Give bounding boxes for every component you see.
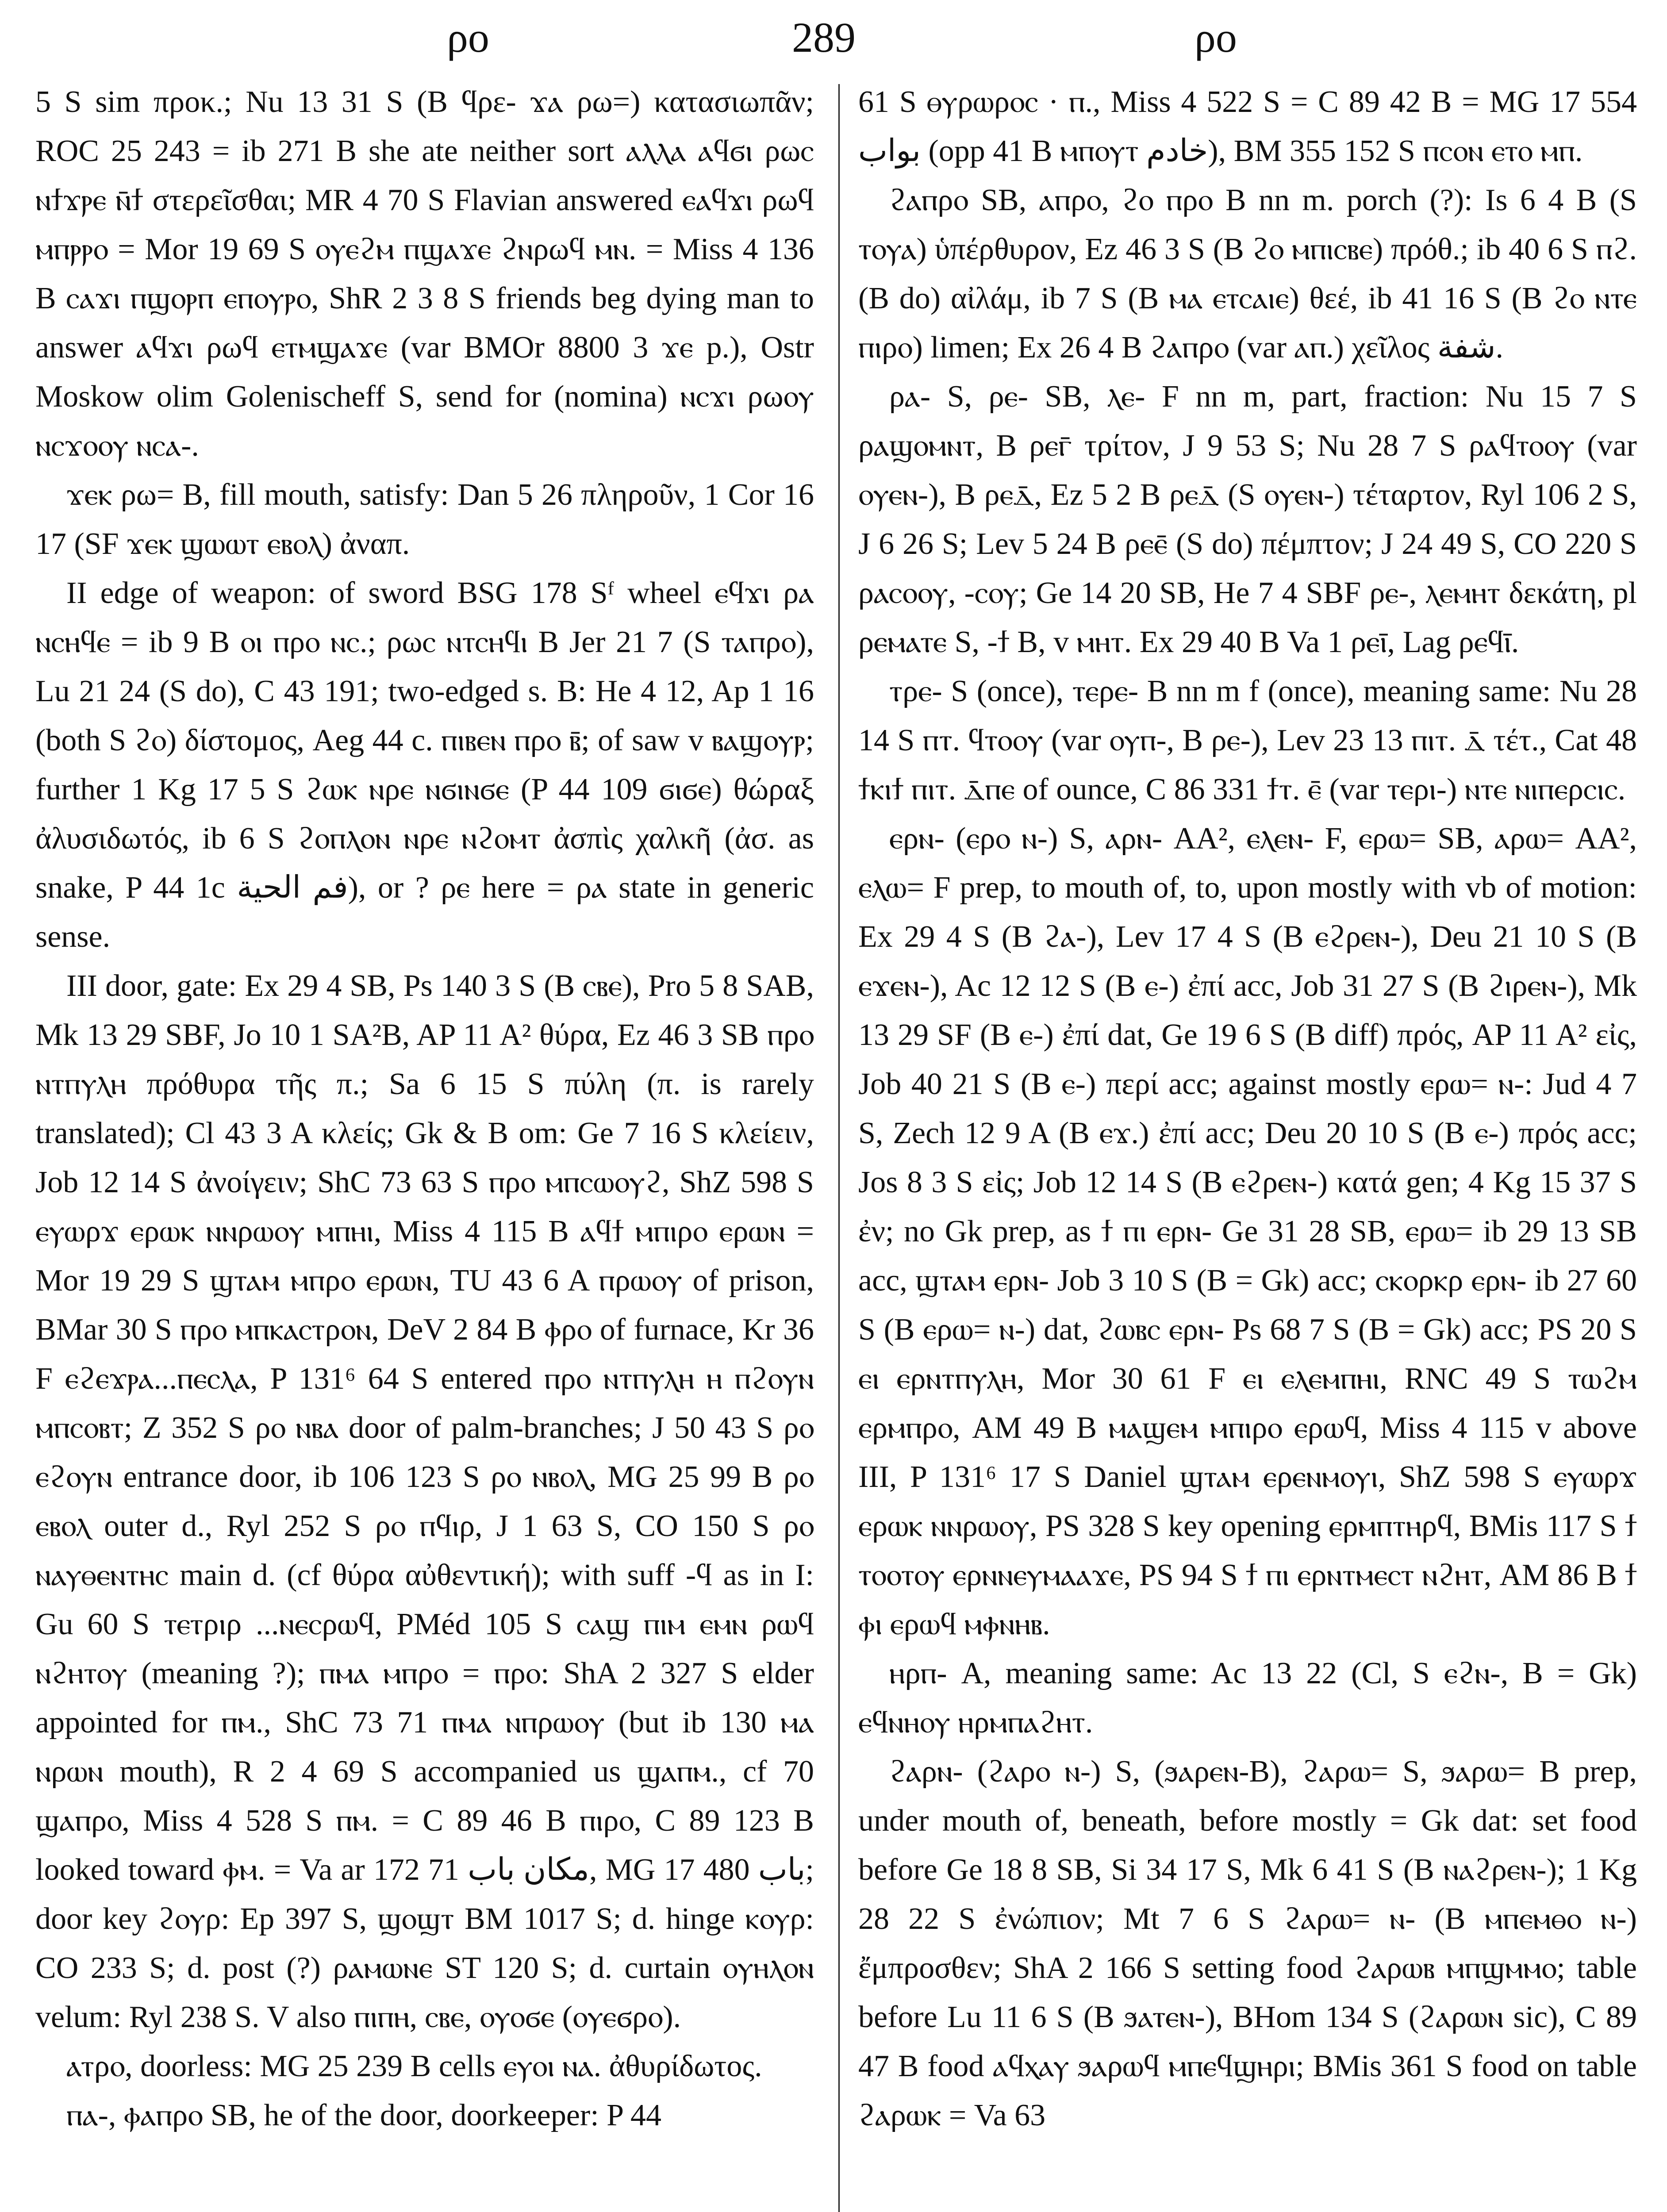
right-column [858, 77, 1637, 2140]
entry-paragraph: 61 S ⲑⲩρⲱρⲟⲥ · ⲡ., Miss 4 522 S = C 89 42 B = MG 17 554 بواب (opp 41 B ⲙⲡⲟⲩⲧ خادم), BM 355 152 S ⲡⲥⲟⲛ ⲉⲧⲟ ⲙⲡ. [858, 85, 1637, 168]
entry-paragraph: 5 S sim προκ.; Nu 13 31 S (B ϥρε- ϫⲁ ρω=) κατασιωπᾶν; ROC 25 243 = ib 271 B she ate neither sort ⲁⲗⲗⲁ ⲁϥϭⲓ ρωⲥ ⲛϯϫⲣⲉ ⲛ̄ϯ στερεῖσθαι; MR 4 70 S Flavian answered ⲉⲁϥϫⲓ ρωϥ ⲙⲡⲣⲣⲟ = Mor 19 69 S ⲟⲩⲉϩⲙ ⲡϣⲁϫⲉ ϩⲛρωϥ ⲙⲛ. = Miss 4 136 B ⲥⲁϫⲓ ⲡϣⲟⲣⲡ ⲉⲡⲟⲩⲣⲟ, ShR 2 3 8 S friends beg dying man to answer ⲁϥϫⲓ ρωϥ ⲉⲧⲙϣⲁϫⲉ (var BMOr 8800 3 ϫⲉ p.), Ostr Moskow olim Golenischeff S, send for (nomina) ⲛⲥϫⲓ ρωⲟⲩ ⲛⲥϫⲟⲟⲩ ⲛⲥⲁ-. [35, 85, 814, 463]
entry-paragraph: ⲧρⲉ- S (once), ⲧⲉρⲉ- B nn m f (once), meaning same: Nu 28 14 S ⲡⲧ. ϥⲧⲟⲟⲩ (var ⲟⲩⲡ-, B ρⲉ-), Lev 23 13 ⲡⲓⲧ. ⲇ̄ τέτ., Cat 48 ϯⲕⲓϯ ⲡⲓⲧ. ⲇ̄ⲡⲉ of ounce, C 86 331 ϯⲧ. ⲉ̄ (var ⲧⲉρⲓ-) ⲛⲧⲉ ⲛⲓⲡⲉρⲥⲓⲥ. [858, 674, 1637, 806]
entry-paragraph: ϩⲁρⲛ- (ϩⲁρⲟ ⲛ-) S, (ϧⲁρⲉⲛ-B), ϩⲁρⲱ= S, ϧⲁρⲱ= B prep, under mouth of, beneath, before mostly = Gk dat: set food before Ge 18 8 SB, Si 34 17 S, Mk 6 41 S (B ⲛⲁϩρⲉⲛ-); 1 Kg 28 22 S ἐνώπιον; Mt 7 6 S ϩⲁρⲱ= ⲛ- (B ⲙⲡⲉⲙⲑⲟ ⲛ-) ἔμπροσθεν; ShA 2 166 S setting food ϩⲁρⲱⲃ ⲙⲡϣⲙⲙⲟ; table before Lu 11 6 S (B ϧⲁⲧⲉⲛ-), BHom 134 S (ϩⲁρⲱⲛ sic), C 89 47 B food ⲁϥⲭⲁⲩ ϧⲁρⲱϥ ⲙⲡⲉϥϣⲏρⲓ; BMis 361 S food on table ϩⲁρⲱⲕ = Va 63 [858, 1755, 1637, 2132]
entry-paragraph: II edge of weapon: of sword BSG 178 Sᶠ wheel ⲉϥϫⲓ ρⲁ ⲛⲥⲏϥⲉ = ib 9 B ⲟⲓ ⲡρⲟ ⲛⲥ.; ρωⲥ ⲛⲧⲥⲏϥⲓ B Jer 21 7 (S ⲧⲁⲡρⲟ), Lu 21 24 (S do), C 43 191; two-edged s. B: He 4 12, Ap 1 16 (both S ϩⲟ) δίστομος, Aeg 44 c. ⲡⲓⲃⲉⲛ ⲡρⲟ ⲃ̄; of saw v ⲃⲁϣⲟⲩⲣ; further 1 Kg 17 5 S ϩⲱⲕ ⲛρⲉ ⲛϭⲓⲛϭⲉ (P 44 109 ϭⲓϭⲉ) θώραξ ἀλυσιδωτός, ib 6 S ϩⲟⲡⲗⲟⲛ ⲛρⲉ ⲛϩⲟⲙⲧ ἀσπὶς χαλκῆ (ἀσ. as snake, P 44 1c فم الحية), or ? ρⲉ here = ρⲁ state in generic sense. [35, 576, 814, 954]
page-number: 289 [792, 14, 856, 61]
running-head-left: ρο [447, 14, 489, 61]
left-column [35, 77, 814, 2140]
entry-paragraph: ϫⲉⲕ ρω= B, fill mouth, satisfy: Dan 5 26 πληροῦν, 1 Cor 16 17 (SF ϫⲉⲕ ϣⲱⲱⲧ ⲉⲃⲟⲗ) ἀναπ. [35, 478, 814, 561]
running-head-right: ρο [1195, 14, 1237, 61]
entry-paragraph: ⲁⲧρⲟ, doorless: MG 25 239 B cells ⲉⲩⲟⲓ ⲛⲁ. ἀθυρίδωτος. [66, 2049, 762, 2083]
entry-paragraph: III door, gate: Ex 29 4 SB, Ps 140 3 S (B ⲥⲃⲉ), Pro 5 8 SAB, Mk 13 29 SBF, Jo 10 1 SA²B, AP 11 A² θύρα, Ez 46 3 SB ⲡρⲟ ⲛⲧⲡⲩⲗⲏ πρόθυρα τῆς π.; Sa 6 15 S πύλη (π. is rarely translated); Cl 43 3 A κλείς; Gk & B om: Ge 7 16 S κλείειν, Job 12 14 S ἀνοίγειν; ShC 73 63 S ⲡρⲟ ⲙⲡⲥⲱⲟⲩϩ, ShZ 598 S ⲉⲩⲱρϫ ⲉρⲱⲕ ⲛⲛρⲱⲟⲩ ⲙⲡⲏⲓ, Miss 4 115 B ⲁϥϯ ⲙⲡⲓρⲟ ⲉρⲱⲛ = Mor 19 29 S ϣⲧⲁⲙ ⲙⲡρⲟ ⲉρⲱⲛ, TU 43 6 A ⲡρⲱⲟⲩ of prison, BMar 30 S ⲡρⲟ ⲙⲡⲕⲁⲥⲧρⲟⲛ, DeV 2 84 B ⲫρⲟ of furnace, Kr 36 F ⲉϩⲉϫⲣⲁ...ⲡⲉⲥⲗⲁ, P 131⁶ 64 S entered ⲡρⲟ ⲛⲧⲡⲩⲗⲏ ⲏ ⲡϩⲟⲩⲛ ⲙⲡⲥⲟⲃⲧ; Z 352 S ρⲟ ⲛⲃⲁ door of palm-branches; J 50 43 S ρⲟ ⲉϩⲟⲩⲛ entrance door, ib 106 123 S ρⲟ ⲛⲃⲟⲗ, MG 25 99 B ρⲟ ⲉⲃⲟⲗ outer d., Ryl 252 S ρⲟ ⲡϥⲓρ, J 1 63 S, CO 150 S ρⲟ ⲛⲁⲩⲑⲉⲛⲧⲏⲥ main d. (cf θύρα αὐθεντική); with suff -ϥ as in I: Gu 60 S ⲧⲉⲧρⲓρ ...ⲛⲉⲥρⲱϥ, PMéd 105 S ⲥⲁϣ ⲡⲓⲙ ⲉⲙⲛ ρⲱϥ ⲛϩⲏⲧⲟⲩ (meaning ?); ⲡⲙⲁ ⲙⲡρⲟ = ⲡρⲟ: ShA 2 327 S elder appointed for ⲡⲙ., ShC 73 71 ⲡⲙⲁ ⲛⲡρⲱⲟⲩ (but ib 130 ⲙⲁ ⲛρⲱⲛ mouth), R 2 4 69 S accompanied us ϣⲁⲡⲙ., cf 70 ϣⲁⲡρⲟ, Miss 4 528 S ⲡⲙ. = C 89 46 B ⲡⲓρⲟ, C 89 123 B looked toward ⲫⲙ. = Va ar 172 71 مكان باب, MG 17 480 باب; door key ϩⲟⲩρ: Ep 397 S, ϣⲟϣⲧ BM 1017 S; d. hinge ⲕⲟⲩρ: CO 233 S; d. post (?) ρⲁⲙⲱⲛⲉ ST 120 S; d. curtain ⲟⲩⲏⲗⲟⲛ velum: Ryl 238 S. V also ⲡⲓⲡⲏ, ⲥⲃⲉ, ⲟⲩⲟϭⲉ (ⲟⲩⲉϭρⲟ). [35, 969, 814, 2034]
entry-paragraph: ρⲁ- S, ρⲉ- SB, ⲗⲉ- F nn m, part, fraction: Nu 15 7 S ρⲁϣⲟⲙⲛⲧ, B ρⲉⲅ̄ τρίτον, J 9 53 S; Nu 28 7 S ρⲁϥⲧⲟⲟⲩ (var ⲟⲩⲉⲛ-), B ρⲉⲇ̄, Ez 5 2 B ρⲉⲇ̄ (S ⲟⲩⲉⲛ-) τέταρτον, Ryl 106 2 S, J 6 26 S; Lev 5 24 B ρⲉⲉ̄ (S do) πέμπτον; J 24 49 S, CO 220 S ρⲁⲥⲟⲟⲩ, -ⲥⲟⲩ; Ge 14 20 SB, He 7 4 SBF ρⲉ-, ⲗⲉⲙⲏⲧ δεκάτη, pl ρⲉⲙⲁⲧⲉ S, -ϯ B, v ⲙⲏⲧ. Ex 29 40 B Va 1 ρⲉⲓ̄, Lag ρⲉϥⲓ̄. [858, 380, 1637, 659]
entry-paragraph: ϩⲁⲡρⲟ SB, ⲁⲡρⲟ, ϩⲟ ⲡρⲟ B nn m. porch (?): Is 6 4 B (S ⲧⲟⲩⲁ) ὑπέρθυρον, Ez 46 3 S (B ϩⲟ ⲙⲡⲓⲥⲃⲉ) πρόθ.; ib 40 6 S ⲡϩ. (B do) αἰλάμ, ib 7 S (B ⲙⲁ ⲉⲧⲥⲁⲓⲉ) θεέ, ib 41 16 S (B ϩⲟ ⲛⲧⲉ ⲡⲓρⲟ) limen; Ex 26 4 B ϩⲁⲡρⲟ (var ⲁⲡ.) χεῖλος شفة. [858, 183, 1637, 365]
entry-paragraph: ⲉρⲛ- (ⲉρⲟ ⲛ-) S, ⲁρⲛ- AA², ⲉⲗⲉⲛ- F, ⲉρⲱ= SB, ⲁρⲱ= AA², ⲉⲗⲱ= F prep, to mouth of, to, upon mostly with vb of motion: Ex 29 4 S (B ϩⲁ-), Lev 17 4 S (B ⲉϩρⲉⲛ-), Deu 21 10 S (B ⲉϫⲉⲛ-), Ac 12 12 S (B ⲉ-) ἐπί acc, Job 31 27 S (B ϩⲓρⲉⲛ-), Mk 13 29 SF (B ⲉ-) ἐπί dat, Ge 19 6 S (B diff) πρός, AP 11 A² εἰς, Job 40 21 S (B ⲉ-) περί acc; against mostly ⲉρⲱ= ⲛ-: Jud 4 7 S, Zech 12 9 A (B ⲉϫ.) ἐπί acc; Deu 20 10 S (B ⲉ-) πρός acc; Jos 8 3 S εἰς; Job 12 14 S (B ⲉϩρⲉⲛ-) κατά gen; 4 Kg 15 37 S ἐν; no Gk prep, as ϯ ⲡⲓ ⲉρⲛ- Ge 31 28 SB, ⲉρⲱ= ib 29 13 SB acc, ϣⲧⲁⲙ ⲉρⲛ- Job 3 10 S (B = Gk) acc; ⲥⲕⲟρⲕρ ⲉρⲛ- ib 27 60 S (B ⲉρⲱ= ⲛ-) dat, ϩⲱⲃⲥ ⲉρⲛ- Ps 68 7 S (B = Gk) acc; PS 20 S ⲉⲓ ⲉρⲛⲧⲡⲩⲗⲏ, Mor 30 61 F ⲉⲓ ⲉⲗⲉⲙⲡⲏⲓ, RNC 49 S ⲧⲱϩⲙ ⲉρⲙⲡρⲟ, AM 49 B ⲙⲁϣⲉⲙ ⲙⲡⲓρⲟ ⲉρⲱϥ, Miss 4 115 v above III, P 131⁶ 17 S Daniel ϣⲧⲁⲙ ⲉρⲉⲛⲙⲟⲩⲓ, ShZ 598 S ⲉⲩⲱρϫ ⲉρⲱⲕ ⲛⲛρⲱⲟⲩ, PS 328 S key opening ⲉρⲙⲡⲧⲏρϥ, BMis 117 S ϯ ⲧⲟⲟⲧⲟⲩ ⲉρⲛⲛⲉⲩⲙⲁⲁϫⲉ, PS 94 S ϯ ⲡⲓ ⲉρⲛⲧⲙⲉⲥⲧ ⲛϩⲏⲧ, AM 86 B ϯ ⲫⲓ ⲉρⲱϥ ⲙⲫⲛⲏⲃ. [858, 822, 1637, 1641]
column-divider [838, 84, 840, 2212]
entry-paragraph: ⲡⲁ-, ⲫⲁⲡρⲟ SB, he of the door, doorkeeper: P 44 [66, 2098, 661, 2132]
entry-paragraph: ⲏρⲡ- A, meaning same: Ac 13 22 (Cl, S ⲉϩⲛ-, B = Gk) ⲉϥⲛⲏⲟⲩ ⲏρⲙⲡⲁϩⲏⲧ. [858, 1656, 1637, 1740]
